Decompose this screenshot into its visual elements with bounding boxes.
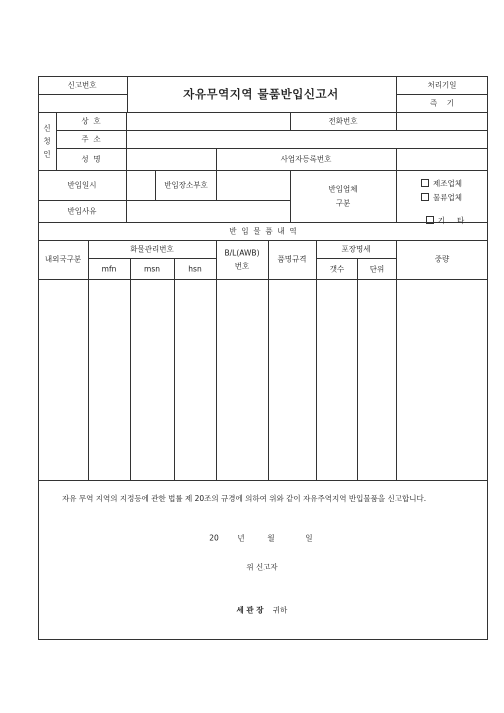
unit-header: 단위 [369,264,385,274]
checkbox-icon [426,216,434,224]
mfn-header: mfn [101,264,117,274]
company-type-logistics-checkbox[interactable]: 물류업체 [421,192,462,203]
recipient-name: 세 관 장 [236,605,264,615]
import-report-form [38,76,488,640]
divider [127,76,128,112]
checkbox-icon [421,179,429,187]
msn-header: msn [144,264,160,274]
recipient-suffix: 귀하 [272,605,288,615]
count-header: 갯수 [329,264,345,274]
cargo-mgmt-no-header: 화물관리번호 [130,244,174,254]
divider [396,94,488,95]
divider [396,240,397,480]
domestic-foreign-header: 내외국구분 [44,254,82,264]
divider [216,170,217,200]
section-title: 반 입 물 품 내 역 [229,226,297,236]
divider [38,240,488,241]
divider [396,76,397,112]
month-label: 월 [267,533,275,543]
declarant-label: 위 신고자 [246,562,278,572]
processing-period-value: 즉 기 [429,98,455,108]
divider [396,112,397,130]
packing-header: 포장명세 [341,244,371,254]
page-title: 자유무역지역 물품반입신고서 [183,87,339,101]
divider [56,112,57,170]
divider [290,112,291,130]
divider [38,112,488,113]
bl-no-header: 번호 [234,261,250,271]
divider [268,240,269,480]
divider [38,200,290,201]
divider [88,258,216,259]
declaration-statement: 자유 무역 지역의 지정등에 관한 법률 제 20조의 규경에 의하여 위와 같이 자유주역지역 반입물품을 신고합니다. [62,494,427,503]
phone-label: 전화번호 [328,116,358,126]
import-datetime-label: 반입일시 [67,180,97,190]
weight-header: 중량 [434,254,450,264]
divider [174,258,175,480]
divider [56,130,488,131]
divider [216,240,217,480]
divider [316,240,317,480]
divider [38,480,488,481]
divider [155,170,156,200]
name-label: 성 명 [81,154,101,164]
divider [56,148,488,149]
report-no-label: 신고번호 [67,80,97,90]
year-prefix: 20 [209,533,219,543]
divider [290,170,291,222]
import-reason-label: 반입사유 [67,206,97,216]
divider [396,170,397,222]
biz-reg-no-label: 사업자등록번호 [280,154,332,164]
bl-no-header: B/L(AWB) [224,248,260,258]
divider [130,258,131,480]
divider [88,240,89,480]
import-company-type-label: 반입업체 [328,184,358,194]
checkbox-icon [421,193,429,201]
divider [396,148,397,170]
address-label: 주 소 [81,134,101,144]
day-label: 일 [305,533,313,543]
import-place-code-label: 반입장소부호 [164,180,208,190]
divider [216,148,217,170]
divider [38,94,127,95]
company-type-other-checkbox[interactable]: 기 타 [421,206,464,226]
divider [126,170,127,222]
divider [316,258,396,259]
hsn-header: hsn [188,264,202,274]
divider [357,258,358,480]
applicant-label: 신청인 [43,123,51,159]
divider [38,170,488,171]
import-company-type-label: 구분 [335,198,351,208]
divider [126,112,127,170]
company-label: 상 호 [81,116,101,126]
year-label: 년 [237,533,245,543]
processing-period-label: 처리기일 [427,80,457,90]
company-type-manufacturer-checkbox[interactable]: 제조업체 [421,178,462,189]
spec-header: 품명규격 [277,254,307,264]
divider [38,279,488,280]
